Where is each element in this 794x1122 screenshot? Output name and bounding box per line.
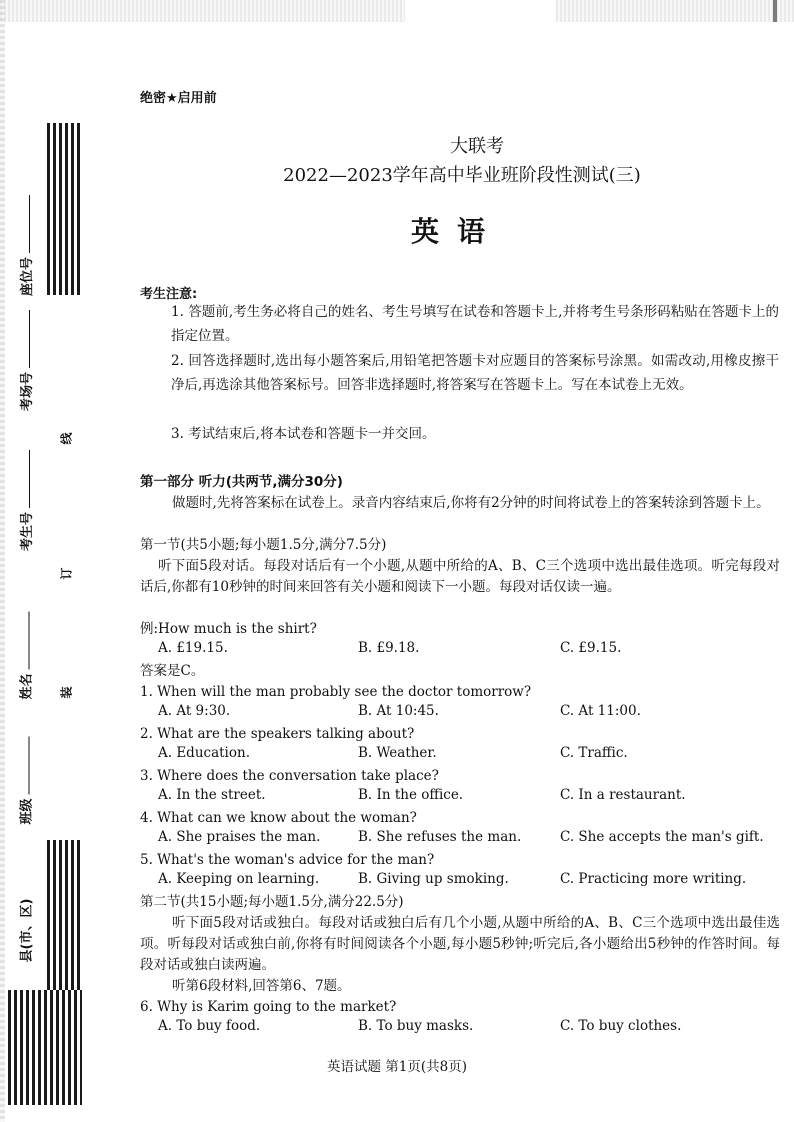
question-6: 6. Why is Karim going to the market?: [140, 999, 397, 1015]
q1-option-a: A. At 9:30.: [158, 703, 231, 719]
section2-heading: 第二节(共15小题;每小题1.5分,满分22.5分): [140, 894, 404, 910]
county-label: 县(市、区): [19, 898, 35, 962]
example-option-c: C. £9.15.: [560, 640, 622, 656]
section1-intro: 听下面5段对话。每段对话后有一个小题,从题中所给的A、B、C三个选项中选出最佳选项。听完每段对话后,你都有10秒钟的时间来回答有关小题和阅读下一小题。每段对话仅读一遍。: [140, 558, 780, 595]
q3-option-a: A. In the street.: [158, 787, 266, 803]
question-3: 3. Where does the conversation take place?: [140, 768, 439, 784]
section2-intro: 听下面5段对话或独白。每段对话或独白后有几个小题,从题中所给的A、B、C三个选项中选出最佳选项。听每段对话或独白前,你将有时间阅读各个小题,每小题5秒钟;听完后,各小题给出5秒钟的作答时间。每段对话或独白读两遍。: [140, 915, 780, 973]
county-field: [2, 875, 48, 985]
student-number-field: [2, 445, 48, 555]
question-6-options: [140, 1018, 780, 1039]
notice-item-3: 3. 考试结束后,将本试卷和答题卡一并交回。: [171, 426, 436, 442]
q3-option-b: B. In the office.: [358, 787, 464, 803]
exam-title: 2022—2023学年高中毕业班阶段性测试(三): [283, 165, 641, 186]
q4-option-c: C. She accepts the man's gift.: [560, 829, 764, 845]
exam-room-field: [2, 305, 48, 415]
q2-option-c: C. Traffic.: [560, 745, 628, 761]
exam-name: 大联考: [450, 136, 504, 157]
example-options: [140, 640, 780, 661]
question-2: 2. What are the speakers talking about?: [140, 726, 415, 742]
question-1-options: [140, 703, 780, 724]
q3-option-c: C. In a restaurant.: [560, 787, 686, 803]
binding-stripe-top: [47, 123, 81, 295]
notice-title: 考生注意:: [140, 287, 198, 302]
exam-room-label: 考场号: [19, 371, 35, 411]
example-option-a: A. £19.15.: [158, 640, 228, 656]
example-option-b: B. £9.18.: [358, 640, 420, 656]
q4-option-b: B. She refuses the man.: [358, 829, 522, 845]
binding-stripe-bottom: [47, 840, 81, 990]
q5-option-a: A. Keeping on learning.: [158, 871, 320, 887]
cut-pack-mark: 装: [59, 686, 74, 699]
question-4: 4. What can we know about the woman?: [140, 810, 417, 826]
q1-option-b: B. At 10:45.: [358, 703, 439, 719]
example-answer: 答案是C。: [140, 663, 205, 679]
name-label: 姓名: [19, 672, 35, 700]
part1-heading: 第一部分 听力(共两节,满分30分): [140, 474, 343, 490]
section1-heading: 第一节(共5小题;每小题1.5分,满分7.5分): [140, 537, 387, 553]
q2-option-a: A. Education.: [158, 745, 250, 761]
scan-border-top: [0, 0, 794, 22]
q5-option-b: B. Giving up smoking.: [358, 871, 509, 887]
q6-option-b: B. To buy masks.: [358, 1018, 474, 1034]
q6-option-a: A. To buy food.: [158, 1018, 261, 1034]
page-footer: 英语试题 第1页(共8页): [326, 1059, 467, 1075]
question-4-options: [140, 829, 780, 850]
class-field: [2, 725, 48, 835]
example-question: 例:How much is the shirt?: [140, 621, 317, 637]
question-2-options: [140, 745, 780, 766]
material-6-note: 听第6段材料,回答第6、7题。: [172, 978, 351, 994]
name-field: [2, 600, 48, 710]
student-number-label: 考生号: [19, 511, 35, 551]
question-1: 1. When will the man probably see the doctor tomorrow?: [140, 684, 532, 700]
binding-stripe-corner: [8, 990, 82, 1105]
question-3-options: [140, 787, 780, 808]
question-5-options: [140, 871, 780, 892]
notice-item-2: 2. 回答选择题时,选出每小题答案后,用铅笔把答题卡对应题目的答案标号涂黑。如需改动,用橡皮擦干净后,再选涂其他答案标号。回答非选择题时,将答案写在答题卡上。写在本试卷上无效。: [171, 353, 779, 393]
cut-bind-mark: 订: [59, 567, 74, 580]
subject-title: 英语: [410, 215, 503, 248]
part1-intro: 做题时,先将答案标在试卷上。录音内容结束后,你将有2分钟的时间将试卷上的答案转涂到答题卡上。: [172, 495, 770, 511]
q4-option-a: A. She praises the man.: [158, 829, 321, 845]
class-label: 班级: [19, 797, 35, 825]
q6-option-c: C. To buy clothes.: [560, 1018, 682, 1034]
confidential-label: 绝密★启用前: [140, 91, 217, 106]
notice-item-1: 1. 答题前,考生务必将自己的姓名、考生号填写在试卷和答题卡上,并将考生号条形码粘贴在答题卡上的指定位置。: [171, 304, 779, 344]
q1-option-c: C. At 11:00.: [560, 703, 641, 719]
cut-line-mark: 线: [59, 432, 74, 445]
q2-option-b: B. Weather.: [358, 745, 437, 761]
seat-number-label: 座位号: [19, 256, 35, 296]
q5-option-c: C. Practicing more writing.: [560, 871, 747, 887]
question-5: 5. What's the woman's advice for the man?: [140, 852, 435, 868]
